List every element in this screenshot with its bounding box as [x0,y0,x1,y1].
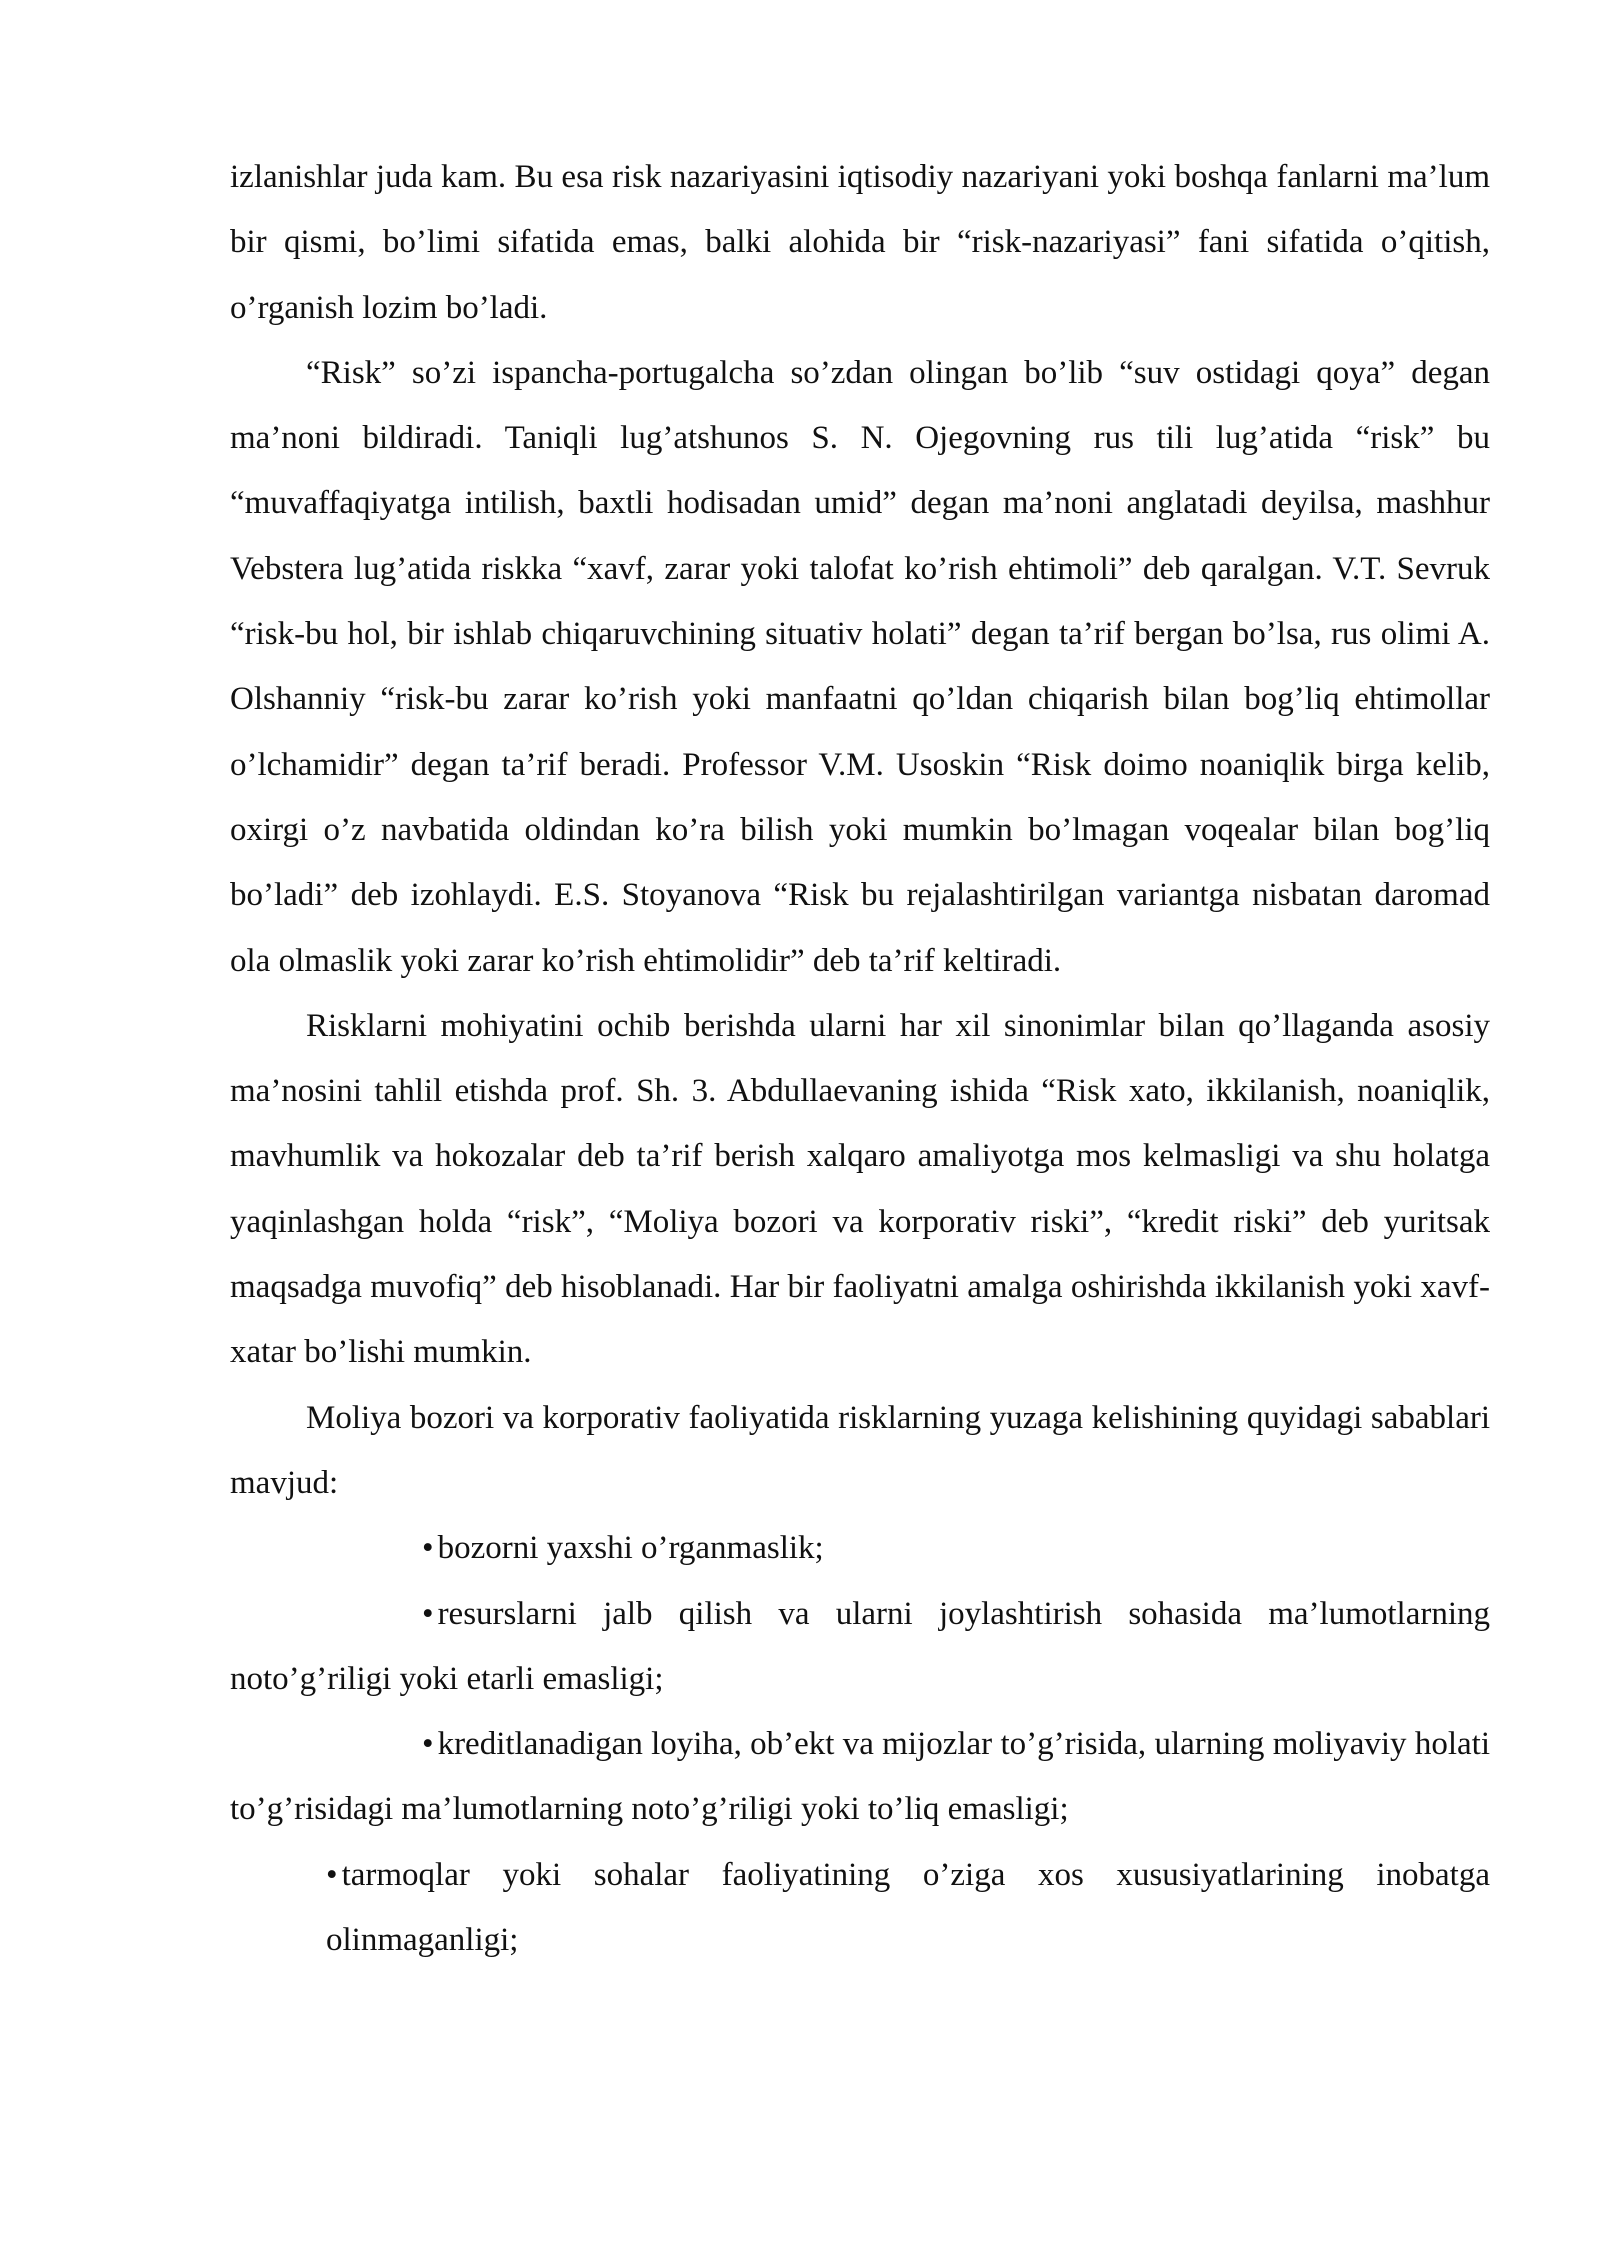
list-item-text: bozorni yaxshi o’rganmaslik; [437,1530,824,1567]
bullet-icon: • [422,1726,434,1763]
paragraph-risk-causes: Moliya bozori va korporativ faoliyatida risklarning yuzaga kelishining quyidagi sabablari mavjud: [230,1399,1490,1501]
list-item [230,1516,1490,1581]
paragraph-risk-essence: Risklarni mohiyatini ochib berishda ularni har xil sinonimlar bilan qo’llaganda asosiy ma’nosini tahlil etishda prof. Sh. 3. Abdullaevaning ishida “Risk xato, ikkilanish, noaniqlik, mavhumlik va hokozalar deb ta’rif berish xalqaro amaliyotga mos kelmasligi va shu holatga yaqinlashgan holda “risk”, “Moliya bozori va korporativ riski”, “kredit riski” deb yuritsak maqsadga muvofiq” deb hisoblanadi. Har bir faoliyatni amalga oshirishda ikkilanish yoki xavf-xatar bo’lishi mumkin. [230,1007,1490,1371]
list-item [230,1843,1490,1974]
bullet-icon: • [422,1595,434,1632]
bullet-icon: • [422,1530,434,1567]
list-item [230,1712,1490,1843]
paragraph-intro: izlanishlar juda kam. Bu esa risk nazariyasini iqtisodiy nazariyani yoki boshqa fanlarni ma’lum bir qismi, bo’limi sifatida emas, balki alohida bir “risk-nazariyasi” fani sifatida o’qitish, o’rganish lozim bo’ladi. [230,159,1490,326]
list-item-text: kreditlanadigan loyiha, ob’ekt va mijozlar to’g’risida, ularning moliyaviy holati to’g’risidagi ma’lumotlarning noto’g’riligi yoki to’liq emasligi; [230,1726,1490,1828]
bullet-icon: • [326,1856,338,1893]
document-page [230,145,1490,1973]
list-item-text: resurslarni jalb qilish va ularni joylashtirish sohasida ma’lumotlarning noto’g’riligi yoki etarli emasligi; [230,1595,1490,1697]
list-item [230,1582,1490,1713]
paragraph-risk-definitions: “Risk” so’zi ispancha-portugalcha so’zdan olingan bo’lib “suv ostidagi qoya” degan ma’noni bildiradi. Taniqli lug’atshunos S. N. Ojegovning rus tili lug’atida “risk” bu “muvaffaqiyatga intilish, baxtli hodisadan umid” degan ma’noni anglatadi deyilsa, mashhur Vebstera lug’atida riskka “xavf, zarar yoki talofat ko’rish ehtimoli” deb qaralgan. V.T. Sevruk “risk-bu hol, bir ishlab chiqaruvchining situativ holati” degan ta’rif bergan bo’lsa, rus olimi A. Olshanniy “risk-bu zarar ko’rish yoki manfaatni qo’ldan chiqarish bilan bog’liq ehtimollar o’lchamidir” degan ta’rif beradi. Professor V.M. Usoskin “Risk doimo noaniqlik birga kelib, oxirgi o’z navbatida oldindan ko’ra bilish yoki mumkin bo’lmagan voqealar bilan bog’liq bo’ladi” deb izohlaydi. E.S. Stoyanova “Risk bu rejalashtirilgan variantga nisbatan daromad ola olmaslik yoki zarar ko’rish ehtimolidir” deb ta’rif keltiradi. [230,354,1490,979]
list-item-text: tarmoqlar yoki sohalar faoliyatining o’ziga xos xususiyatlarining inobatga olinmaganligi; [326,1856,1490,1959]
